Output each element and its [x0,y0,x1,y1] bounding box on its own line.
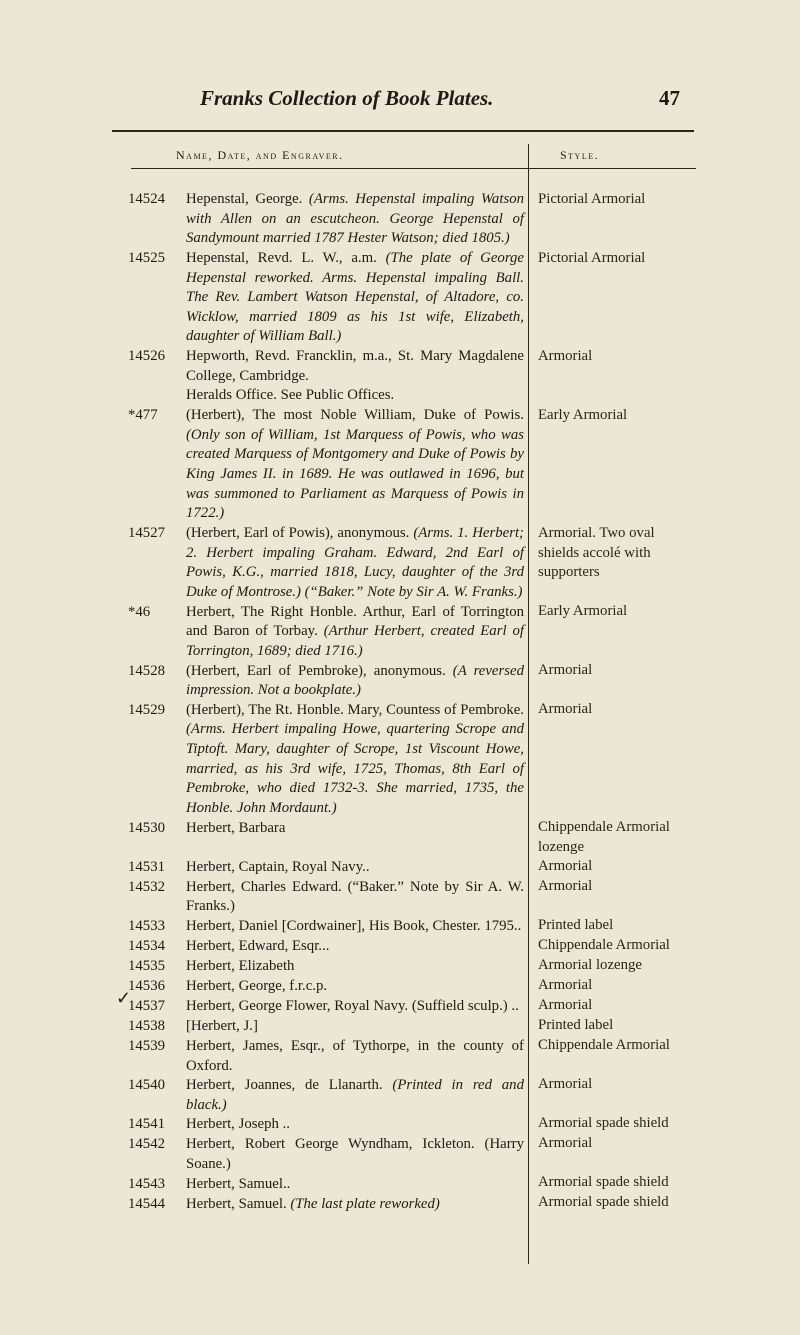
entry-text [186,524,524,602]
entry-number: 14544 [128,1195,165,1212]
entry-style: Pictorial Armorial [538,250,646,266]
entry-name: Herbert, Daniel [Cordwainer], His Book, Chester. 1795.. [186,917,522,934]
entry-name: (Herbert, Earl of Pembroke), anonymous. [186,662,446,679]
catalogue-entry [128,701,524,819]
catalogue-entry [128,917,524,937]
catalogue-entry [128,858,524,878]
header-rule [112,130,694,132]
entry-number: 14531 [128,858,165,875]
entry-note: (Arms. Hepenstal impaling Watson with Allen on an escutcheon. George Hepenstal of Sandymount married 1787 Hester Watson; died 1805.) [186,191,524,247]
entry-style: Chippendale Armorial [538,1037,670,1054]
entry-name: Herbert, Charles Edward. (“Baker.” Note by Sir A. W. Franks.) [186,878,524,915]
entry-name: Herbert, Samuel.. [186,1175,291,1192]
catalogue-entry [128,406,524,524]
entry-name: Hepworth, Revd. Francklin, m.a., St. Mary Magdalene College, Cambridge. [186,348,524,384]
entry-style: Armorial spade shield [538,1194,669,1211]
entry-name: Herbert, Joseph .. [186,1116,290,1133]
entry-number: 14532 [128,878,165,895]
style-column [538,190,698,1213]
entry-text [186,819,524,858]
catalogue-entry [128,190,524,249]
catalogue-entry [128,603,524,662]
entry-name: [Herbert, J.] [186,1017,258,1034]
entry-number: 14529 [128,701,165,718]
entry-number: 14525 [128,250,165,266]
entry-name: Heralds Office. See Public Offices. [186,387,395,404]
entry-number: 14543 [128,1175,165,1192]
catalogue-entry [128,1017,524,1037]
entry-note: (Printed in red and black.) [186,1077,524,1113]
entry-text [186,1076,524,1115]
entry-number: 14539 [128,1037,165,1054]
pencil-tick-mark: ✓ [116,988,132,1008]
entry-number: 14540 [128,1077,165,1094]
entries-column [128,190,524,1215]
entry-text [186,249,524,347]
catalogue-entry [128,347,524,386]
entry-name: Herbert, George, f.r.c.p. [186,977,328,994]
page-number: 47 [659,86,680,110]
entry-text [186,1135,524,1174]
entry-note: (Arms. 1. Herbert; 2. Herbert impaling Graham. Edward, 2nd Earl of Powis, K.G., married 1818, Lucy, daughter of the 3rd Duke of Montrose.) (“Baker.” Note by Sir A. W. Franks.) [186,525,524,600]
entry-style: Armorial [538,662,593,678]
entry-style: Armorial [538,348,593,364]
entry-number: 14534 [128,937,165,954]
entry-name: Herbert, Robert George Wyndham, Ickleton. (Harry Soane.) [186,1136,524,1172]
entry-text [186,406,524,524]
entry-note: (Only son of William, 1st Marquess of Powis, who was created Marquess of Montgomery and Duke of Powis by King James II. in 1689. He was outlawed in 1696, but was summoned to Parliament as Marquess of Powis in 1722.) [186,426,524,522]
entry-style: Armorial [538,1135,593,1152]
entry-style: Chippendale Armorial [538,937,670,954]
entry-style: Armorial [538,1076,593,1093]
entry-name: (Herbert), The Rt. Honble. Mary, Countess of Pembroke. [186,701,524,718]
entry-text [186,1195,524,1215]
entry-text [186,1037,524,1076]
entry-name: Herbert, Joannes, de Llanarth. [186,1077,383,1094]
catalogue-entry [128,957,524,977]
entry-text [186,662,524,701]
entry-text [186,957,524,977]
entry-number: *46 [128,603,151,620]
entry-name: Herbert, Captain, Royal Navy.. [186,858,370,875]
entry-style: Armorial [538,977,593,994]
entry-text [186,603,524,662]
entry-number: 14524 [128,191,165,207]
entry-number: 14536 [128,977,165,994]
entry-text [186,917,524,937]
column-heading-name: Name, Date, and Engraver. [176,148,344,162]
entry-number: 14530 [128,819,165,836]
catalogue-entry [128,662,524,701]
column-divider [528,144,529,1264]
entry-text [186,1017,524,1037]
entry-name: Hepenstal, Revd. L. W., a.m. [186,250,377,266]
entry-style: Chippendale Armorial lozenge [538,819,670,855]
entry-text [186,878,524,917]
catalogue-entry [128,524,524,602]
entry-note: (The last plate reworked) [290,1195,440,1212]
entry-name: Herbert, James, Esqr., of Tythorpe, in the county of Oxford. [186,1037,524,1074]
entry-number: 14527 [128,525,165,542]
entry-style [538,386,698,406]
entry-style: Early Armorial [538,407,628,423]
entry-name: Herbert, Barbara [186,819,286,836]
catalogue-entry [128,1135,524,1174]
entry-text [186,386,524,406]
entry-note: (Arthur Herbert, created Earl of Torrington, 1689; died 1716.) [186,623,525,659]
entry-style: Armorial [538,858,593,875]
catalogue-entry [128,878,524,917]
catalogue-entry [128,977,524,997]
catalogue-entry [128,937,524,957]
entry-name: Hepenstal, George. [186,191,303,207]
entry-note: (Arms. Herbert impaling Howe, quartering Scrope and Tiptoft. Mary, daughter of Scrope, 1st Viscount Howe, married, as his 3rd wife, 1725, Thomas, 8th Earl of Pembroke, who died 1732-3. She married, 1735, the Honble. John Mordaunt.) [186,721,524,816]
entry-name: (Herbert, Earl of Powis), anonymous. [186,525,410,542]
entry-number [128,386,186,406]
entry-style: Armorial. Two oval shields accolé with supporters [538,525,655,581]
entry-text [186,347,524,386]
column-heading-rule [131,168,696,169]
entry-text [186,190,524,249]
catalogue-entry [128,249,524,347]
entry-style: Armorial spade shield [538,1174,669,1191]
entry-style: Printed label [538,1017,614,1034]
column-heading-style: Style. [560,148,600,162]
entry-name: Herbert, The Right Honble. Arthur, Earl of Torrington and Baron of Torbay. [186,603,524,640]
catalogue-entry [128,1195,524,1215]
entry-text [186,997,524,1017]
entry-number: 14526 [128,348,165,364]
catalogue-entry [128,1175,524,1195]
entry-number: 14533 [128,917,165,934]
entry-name: Herbert, Edward, Esqr... [186,937,330,954]
entry-text [186,858,524,878]
entry-style: Armorial [538,878,593,895]
catalogue-entry [128,1076,524,1115]
entry-note: (The plate of George Hepenstal reworked. Arms. Hepenstal impaling Ball. The Rev. Lambert Watson Hepenstal, of Altadore, co. Wicklow, married 1809 as his 1st wife, Elizabeth, daughter of William Ball.) [186,250,524,345]
entry-text [186,977,524,997]
entry-name: (Herbert), The most Noble William, Duke of Powis. [186,407,524,424]
running-title: Franks Collection of Book Plates. [200,86,494,110]
catalogue-entry [128,997,524,1017]
entry-style: Pictorial Armorial [538,191,646,207]
entry-style: Early Armorial [538,603,628,619]
catalogue-entry [128,1115,524,1135]
entry-name: Herbert, Samuel. [186,1195,287,1212]
entry-name: Herbert, Elizabeth [186,957,295,974]
entry-number: 14538 [128,1017,165,1034]
catalogue-entry [128,386,524,406]
catalogue-entry [128,1037,524,1076]
entry-text [186,937,524,957]
entry-name: Herbert, George Flower, Royal Navy. (Suffield sculp.) .. [186,997,519,1014]
entry-style: Armorial [538,997,593,1014]
entry-number: 14528 [128,662,165,679]
entry-number: 14535 [128,957,165,974]
catalogue-entry [128,819,524,858]
entry-style: Armorial [538,701,593,717]
entry-style: Printed label [538,917,614,934]
entry-number: *477 [128,407,158,424]
entry-text [186,1175,524,1195]
entry-text [186,1115,524,1135]
entry-number: 14537 [128,997,165,1014]
entry-style: Armorial lozenge [538,957,642,974]
entry-text [186,701,524,819]
entry-style: Armorial spade shield [538,1115,669,1132]
entry-note: (A reversed impression. Not a bookplate.) [186,662,524,699]
page-header [110,86,690,126]
entry-number: 14541 [128,1116,165,1133]
entry-number: 14542 [128,1136,165,1153]
